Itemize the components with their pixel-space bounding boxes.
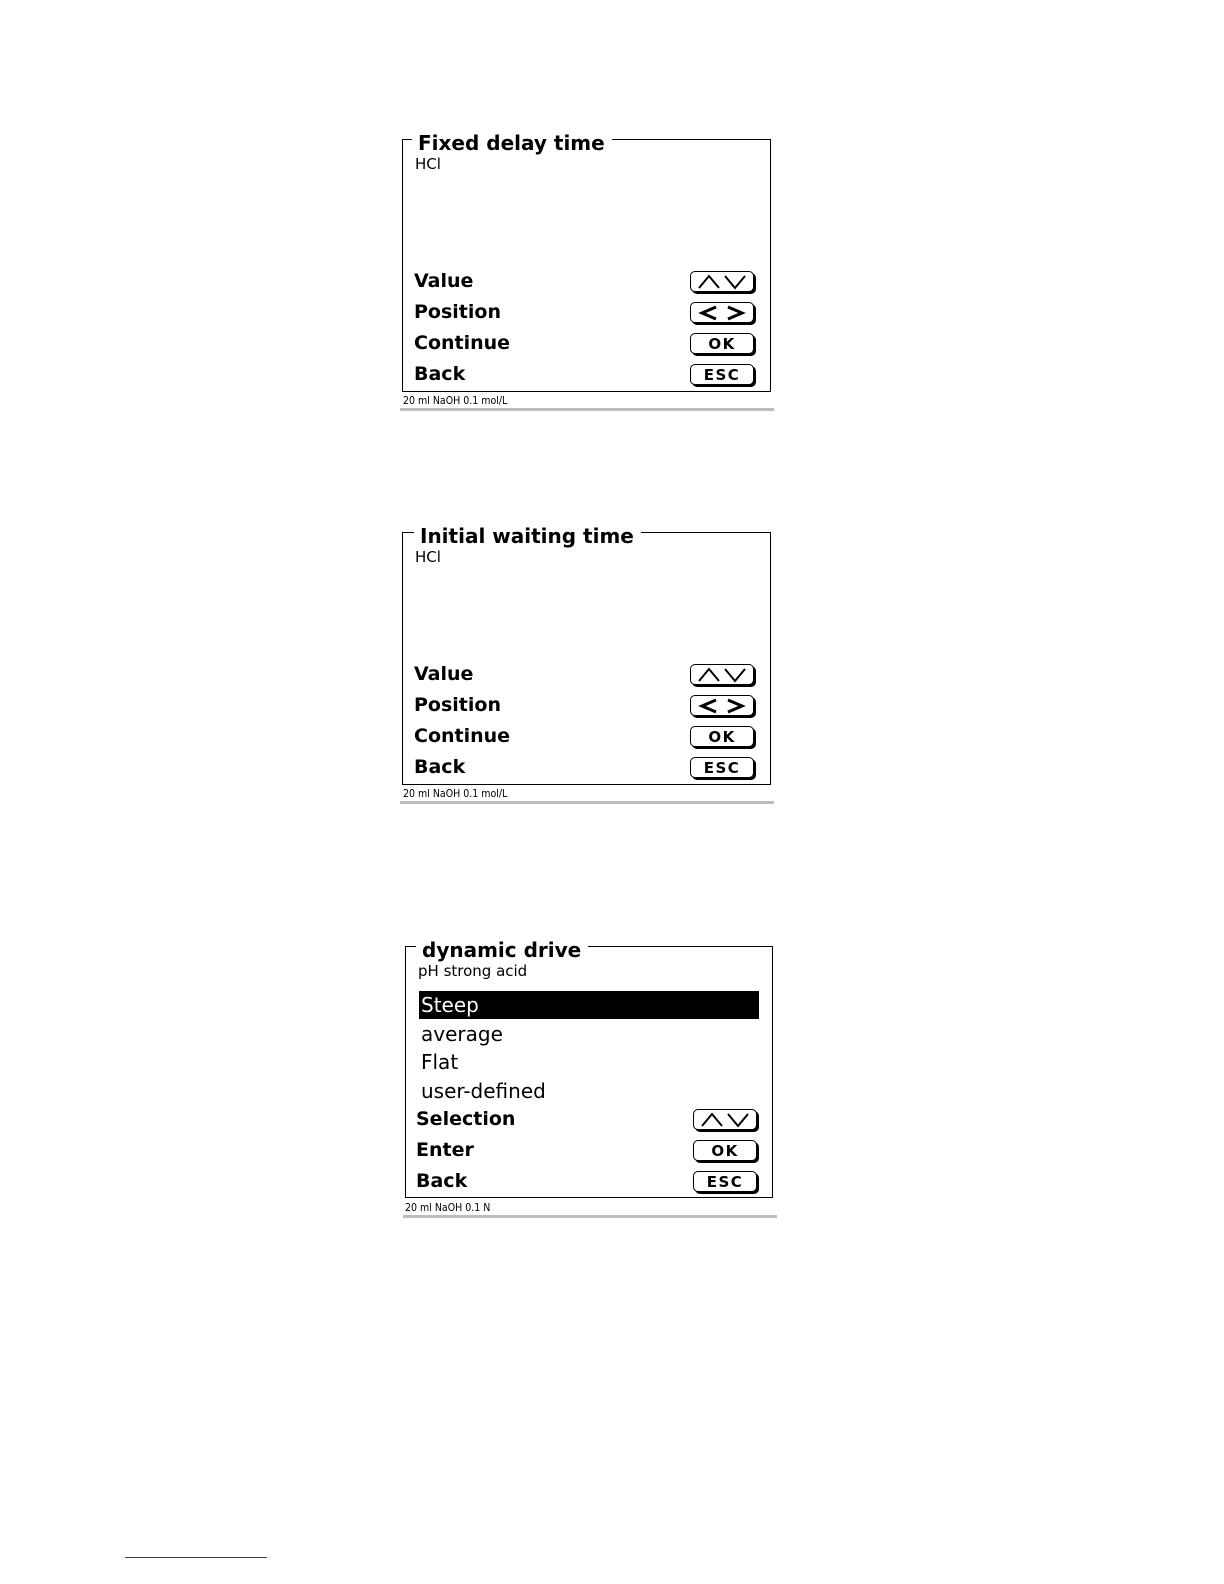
row-label: Continue xyxy=(414,332,511,354)
dialog-title: Initial waiting time xyxy=(414,525,641,547)
dialog-title: Fixed delay time xyxy=(412,132,612,154)
row-label: Enter xyxy=(416,1139,474,1161)
row-label: Continue xyxy=(414,725,511,747)
up-down-arrows-icon xyxy=(696,274,748,290)
up-down-key-button[interactable] xyxy=(690,271,754,292)
esc-key-button[interactable]: ESC xyxy=(693,1171,757,1192)
row-enter xyxy=(416,1137,761,1165)
row-label: Position xyxy=(414,301,501,323)
ok-key-button[interactable]: OK xyxy=(693,1140,757,1161)
dialog-subtitle: HCl xyxy=(415,548,441,566)
status-bar-divider xyxy=(400,408,774,411)
row-continue xyxy=(414,330,759,358)
status-left: 20 ml NaOH 0.1 mol/L xyxy=(403,788,508,800)
dialog-subtitle: pH strong acid xyxy=(418,962,528,980)
status-bar-divider xyxy=(403,1215,777,1218)
row-back xyxy=(414,361,759,389)
row-label: Back xyxy=(414,363,466,385)
row-label: Selection xyxy=(416,1108,516,1130)
up-down-key-button[interactable] xyxy=(690,664,754,685)
up-down-key-button[interactable] xyxy=(693,1109,757,1130)
row-value xyxy=(414,268,759,296)
row-label: Value xyxy=(414,270,474,292)
esc-key-button[interactable]: ESC xyxy=(690,757,754,778)
row-label: Back xyxy=(414,756,466,778)
row-label: Position xyxy=(414,694,501,716)
row-label: Back xyxy=(416,1170,468,1192)
left-right-key-button[interactable] xyxy=(690,695,754,716)
status-bar-divider xyxy=(400,801,774,804)
ok-key-button[interactable]: OK xyxy=(690,726,754,747)
option-average[interactable]: average xyxy=(421,1022,503,1046)
footnote-separator xyxy=(125,1557,267,1558)
option-flat[interactable]: Flat xyxy=(421,1050,459,1074)
esc-key-button[interactable]: ESC xyxy=(690,364,754,385)
row-continue xyxy=(414,723,759,751)
left-right-arrows-icon xyxy=(696,305,748,321)
row-back xyxy=(416,1168,761,1196)
status-left: 20 ml NaOH 0.1 N xyxy=(405,1202,491,1214)
left-right-arrows-icon xyxy=(696,698,748,714)
row-back xyxy=(414,754,759,782)
option-steep[interactable]: Steep xyxy=(419,991,759,1019)
left-right-key-button[interactable] xyxy=(690,302,754,323)
dialog-subtitle: HCl xyxy=(415,155,441,173)
up-down-arrows-icon xyxy=(696,667,748,683)
up-down-arrows-icon xyxy=(699,1112,751,1128)
row-value xyxy=(414,661,759,689)
dialog-title: dynamic drive xyxy=(416,939,588,961)
row-position xyxy=(414,692,759,720)
row-position xyxy=(414,299,759,327)
row-selection xyxy=(416,1106,761,1134)
row-label: Value xyxy=(414,663,474,685)
status-left: 20 ml NaOH 0.1 mol/L xyxy=(403,395,508,407)
option-user-defined[interactable]: user-defined xyxy=(421,1079,546,1103)
ok-key-button[interactable]: OK xyxy=(690,333,754,354)
